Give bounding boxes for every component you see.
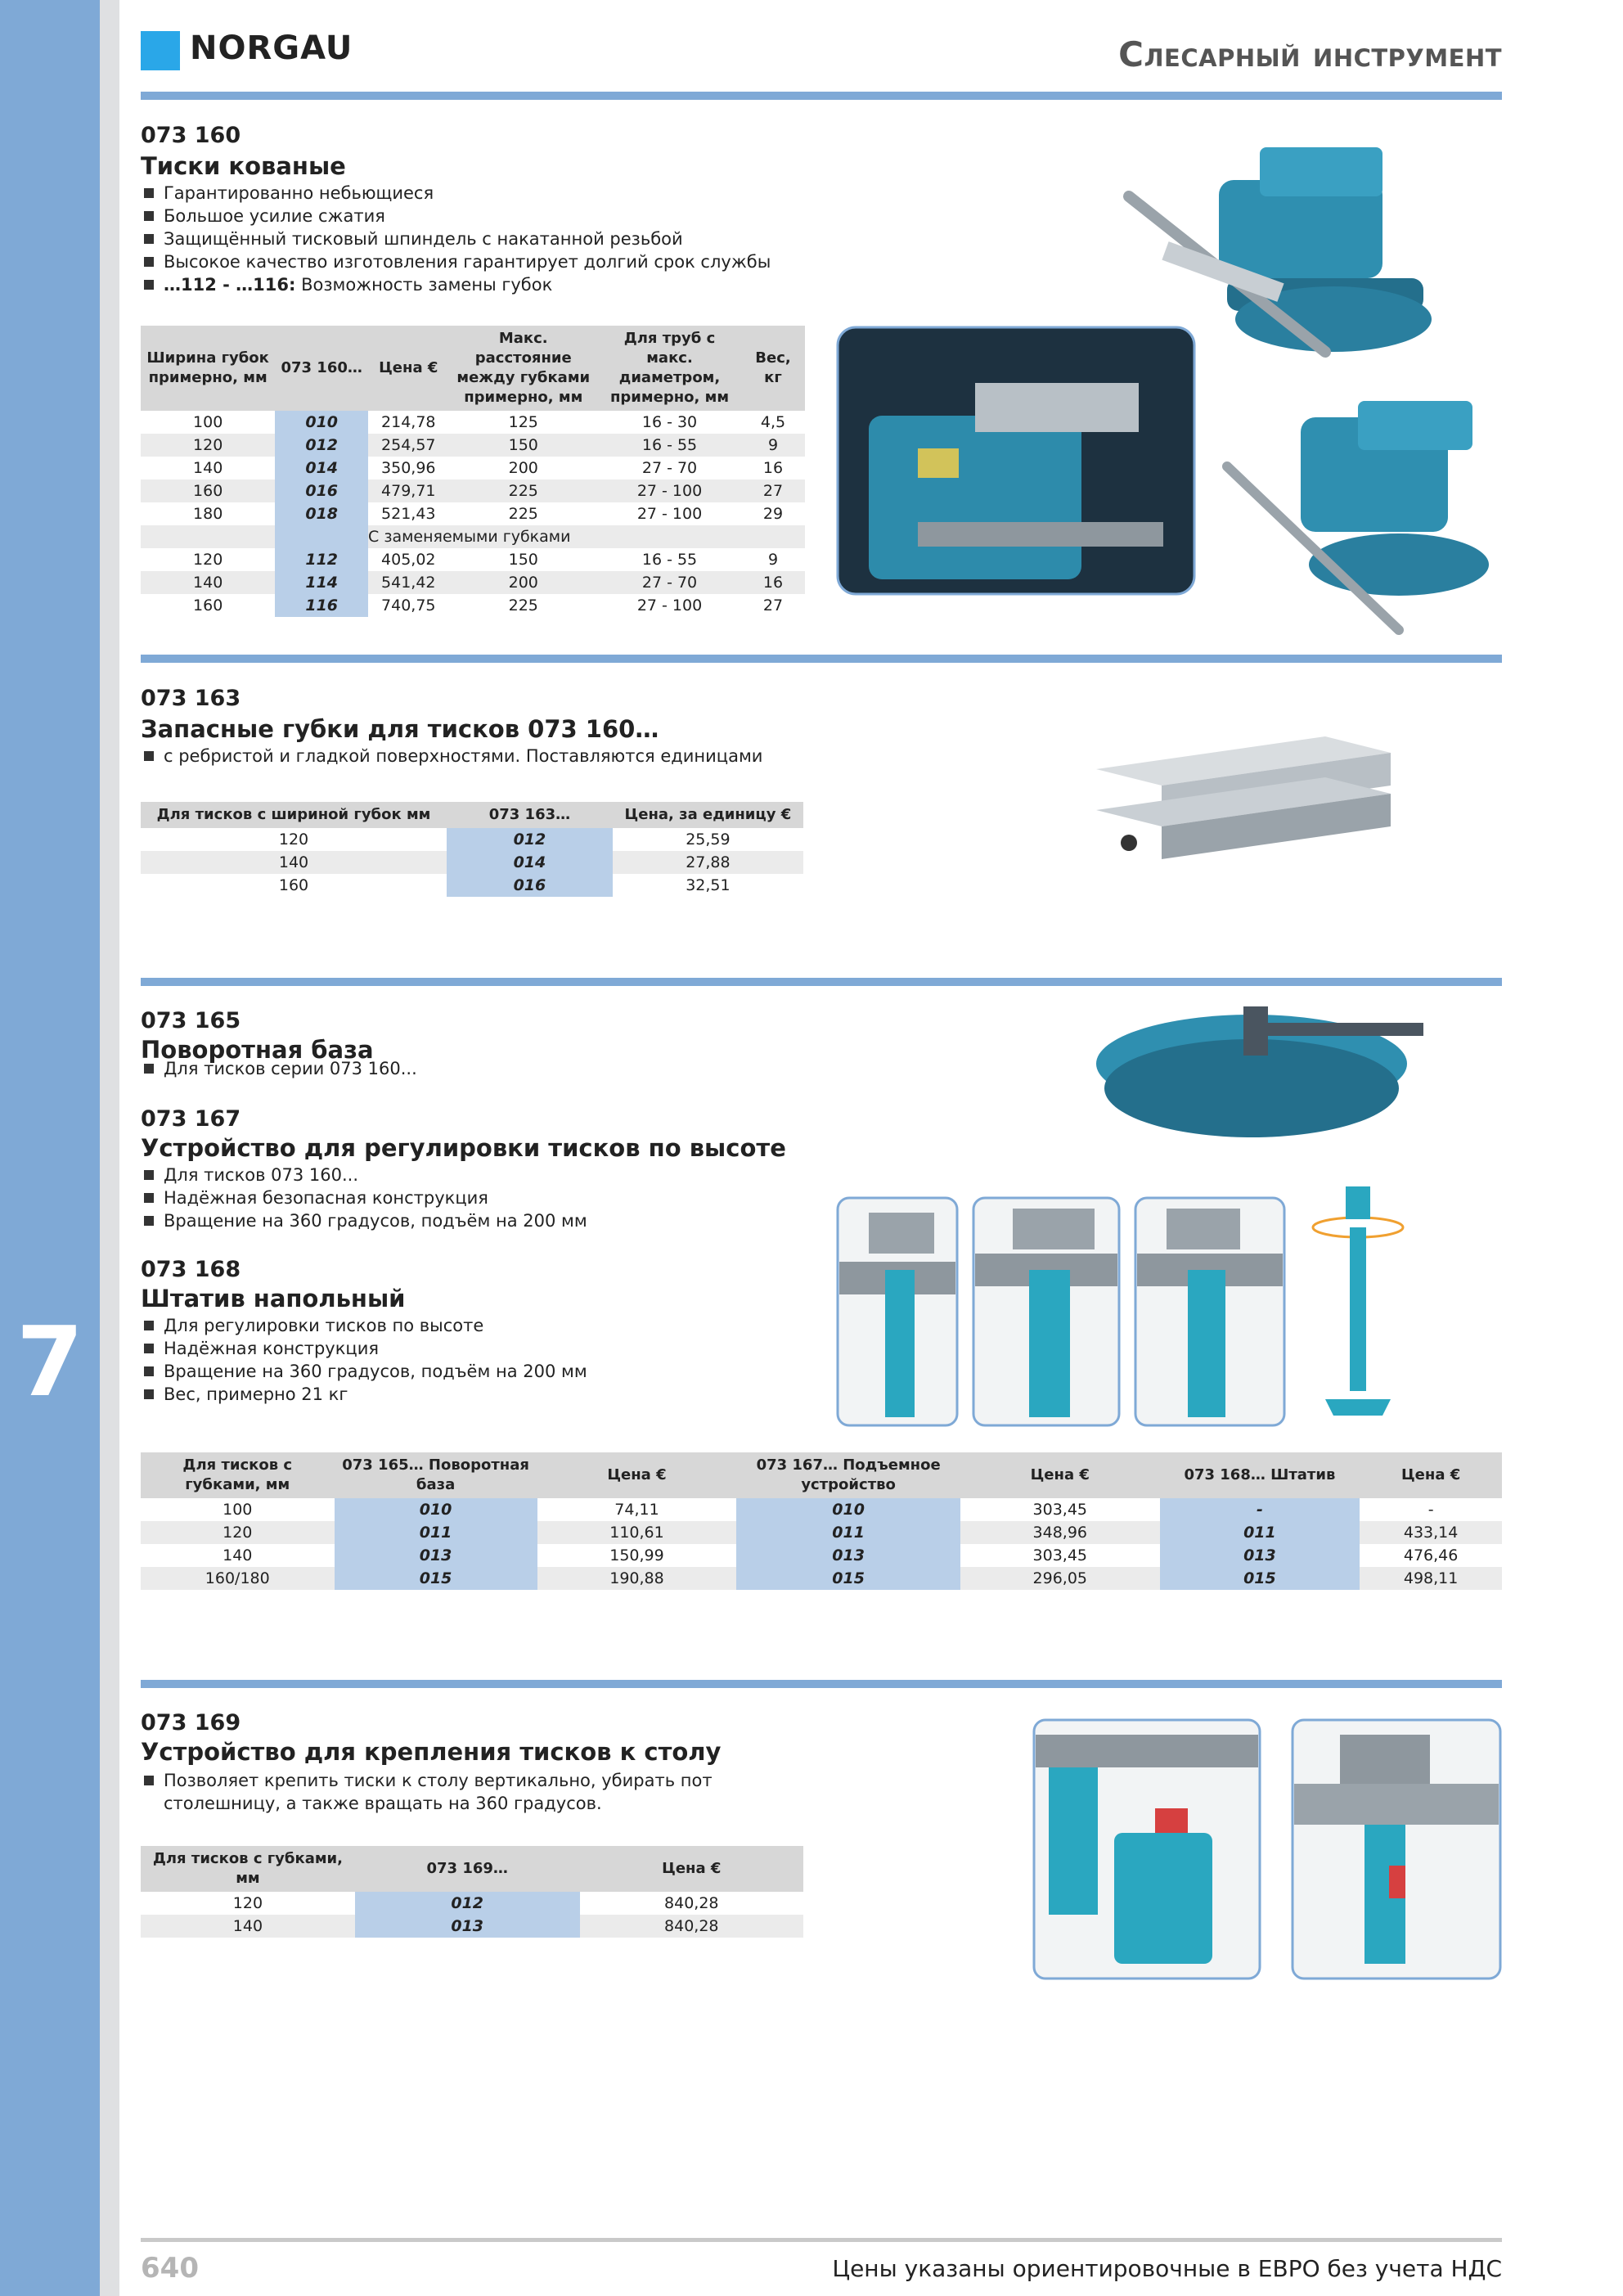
feature-list	[141, 182, 877, 296]
price-note: Цены указаны ориентировочные в ЕВРО без учета НДС	[832, 2255, 1502, 2282]
feature-list	[141, 1057, 877, 1080]
order-code: 015	[1160, 1567, 1360, 1590]
feature-bold: …112 - …116:	[164, 275, 296, 295]
table-row	[141, 1521, 1502, 1544]
cell: 160	[141, 479, 275, 502]
feature-item: Вращение на 360 градусов, подъём на 200 мм	[141, 1209, 877, 1232]
cell: 120	[193, 551, 223, 569]
cell: 29	[762, 505, 784, 523]
product-name: Запасные губки для тисков 073 160…	[141, 715, 659, 743]
table-row	[141, 434, 805, 457]
order-code: 116	[275, 594, 368, 617]
product-code: 073 169	[141, 1710, 241, 1736]
feature-item: Надёжная безопасная конструкция	[141, 1186, 877, 1209]
vise-table	[141, 326, 805, 617]
cell: 498,11	[1360, 1567, 1502, 1590]
page-number: 640	[141, 2252, 199, 2285]
cell: 27 - 100	[598, 479, 741, 502]
feature-item: Надёжная конструкция	[141, 1337, 877, 1360]
cell: 303,45	[1032, 1501, 1087, 1519]
cell: 27,88	[613, 851, 803, 874]
swivel-base-image	[1088, 998, 1432, 1162]
order-code: 010	[736, 1498, 960, 1521]
feature-item: Защищённый тисковый шпиндель с накатанной резьбой	[141, 227, 877, 250]
cell: 27 - 100	[636, 505, 703, 523]
table-row	[141, 548, 805, 571]
column-header: 073 160…	[275, 326, 368, 411]
cell: 180	[193, 505, 223, 523]
cell: 100	[223, 1501, 253, 1519]
cell: 27	[741, 479, 805, 502]
order-code: -	[1160, 1498, 1360, 1521]
column-header: Цена €	[368, 326, 448, 411]
table-clamp-table	[141, 1846, 803, 1938]
cell: 120	[232, 1894, 263, 1912]
cell: 16 - 55	[598, 434, 741, 457]
cell: 4,5	[760, 413, 786, 431]
cell: 140	[193, 459, 223, 477]
table-row	[141, 479, 805, 502]
cell: 110,61	[537, 1521, 737, 1544]
column-header: Цена €	[1360, 1452, 1502, 1498]
cell: 303,45	[1032, 1546, 1087, 1564]
feature-item: Большое усилие сжатия	[141, 205, 877, 227]
table-row	[141, 1498, 1502, 1521]
jaws-image	[1080, 720, 1423, 867]
cell: 120	[141, 1521, 335, 1544]
cell: 190,88	[537, 1567, 737, 1590]
column-header: Цена, за единицу €	[613, 802, 803, 828]
accessories-table	[141, 1452, 1502, 1590]
cell: 120	[141, 434, 275, 457]
order-code: 016	[447, 874, 613, 897]
product-code: 073 160	[141, 123, 241, 148]
cell	[275, 525, 368, 548]
footer-rule	[141, 2238, 1502, 2242]
product-name: Устройство для регулировки тисков по высоте	[141, 1134, 786, 1162]
order-code: 011	[335, 1521, 537, 1544]
brand-name: NORGAU	[190, 29, 353, 67]
column-header: Цена €	[580, 1846, 803, 1892]
cell: 479,71	[368, 479, 448, 502]
cell: 160	[193, 597, 223, 615]
feature-list	[141, 745, 877, 768]
table-row	[141, 1915, 803, 1938]
section-rule	[141, 655, 1502, 663]
section-rule	[141, 978, 1502, 986]
table-row	[141, 1544, 1502, 1567]
table-subheader: С заменяемыми губками	[368, 525, 805, 548]
cell: 16	[762, 459, 784, 477]
cell: 150	[448, 434, 598, 457]
cell: 16 - 55	[641, 551, 698, 569]
cell: 25,59	[686, 831, 731, 849]
column-header: 073 165… Поворотная база	[335, 1452, 537, 1498]
order-code: 012	[355, 1892, 580, 1915]
chapter-sidebar	[0, 0, 100, 2296]
table-subheader-row	[141, 525, 805, 548]
order-code: 013	[736, 1544, 960, 1567]
table-row	[141, 1567, 1502, 1590]
table-row	[141, 457, 805, 479]
section-rule	[141, 1680, 1502, 1688]
feature-item: Вес, примерно 21 кг	[141, 1383, 877, 1406]
order-code: 012	[275, 434, 368, 457]
order-code: 012	[447, 828, 613, 851]
jaws-table	[141, 802, 803, 897]
cell: 254,57	[368, 434, 448, 457]
column-header: 073 163…	[447, 802, 613, 828]
feature-item: Вращение на 360 градусов, подъём на 200 мм	[141, 1360, 877, 1383]
cell: 160	[278, 876, 309, 894]
cell: 350,96	[381, 459, 436, 477]
cell: 405,02	[381, 551, 436, 569]
cell: 140	[141, 851, 447, 874]
table-row	[141, 594, 805, 617]
cell: 16	[741, 571, 805, 594]
cell: 740,75	[381, 597, 436, 615]
column-header: Цена €	[960, 1452, 1160, 1498]
cell: 225	[508, 597, 538, 615]
order-code: 013	[1160, 1544, 1360, 1567]
header-rule	[141, 92, 1502, 100]
cell: 32,51	[686, 876, 731, 894]
cell: 140	[141, 1915, 355, 1938]
cell: -	[1427, 1501, 1434, 1519]
cell: 27 - 100	[636, 597, 703, 615]
order-code: 013	[335, 1544, 537, 1567]
feature-item: Для тисков 073 160...	[141, 1164, 877, 1186]
product-name: Тиски кованые	[141, 152, 346, 180]
product-name: Устройство для крепления тисков к столу	[141, 1738, 722, 1766]
cell: 27 - 70	[598, 571, 741, 594]
feature-item: с ребристой и гладкой поверхностями. Поставляются единицами	[141, 745, 877, 768]
feature-list	[141, 1314, 877, 1406]
column-header: 073 168… Штатив	[1160, 1452, 1360, 1498]
cell: 150	[508, 551, 538, 569]
order-code: 010	[335, 1498, 537, 1521]
order-code: 014	[275, 457, 368, 479]
cell: 200	[448, 571, 598, 594]
cell: 476,46	[1403, 1546, 1459, 1564]
column-header: Ширина губок примерно, мм	[141, 326, 275, 411]
cell: 348,96	[960, 1521, 1160, 1544]
order-code: 011	[1160, 1521, 1360, 1544]
product-code: 073 167	[141, 1106, 241, 1132]
table-row	[141, 874, 803, 897]
table-row	[141, 502, 805, 525]
cell: 150,99	[609, 1546, 664, 1564]
product-name: Штатив напольный	[141, 1285, 406, 1312]
cell: 27	[762, 597, 784, 615]
table-row	[141, 1892, 803, 1915]
cell: 433,14	[1360, 1521, 1502, 1544]
column-header: Цена €	[537, 1452, 737, 1498]
table-row	[141, 411, 805, 434]
vise-closeup-image	[836, 326, 1196, 596]
feature-item: Высокое качество изготовления гарантирует долгий срок службы	[141, 250, 877, 273]
cell: 200	[508, 459, 538, 477]
cell: 541,42	[368, 571, 448, 594]
order-code: 010	[275, 411, 368, 434]
column-header: 073 169…	[355, 1846, 580, 1892]
product-name: Поворотная база	[141, 1036, 374, 1064]
cell: 140	[223, 1546, 253, 1564]
cell: 840,28	[664, 1894, 719, 1912]
order-code: 018	[275, 502, 368, 525]
cell: 27 - 70	[641, 459, 698, 477]
vise-side-image	[1219, 393, 1497, 638]
order-code: 015	[736, 1567, 960, 1590]
feature-list	[141, 1769, 812, 1815]
height-adjuster-image-3	[1134, 1196, 1286, 1427]
order-code: 114	[275, 571, 368, 594]
feature-item: Для тисков серии 073 160...	[141, 1057, 877, 1080]
cell: 16 - 30	[641, 413, 698, 431]
order-code: 015	[335, 1567, 537, 1590]
feature-text: Возможность замены губок	[295, 275, 553, 295]
product-code: 073 168	[141, 1257, 241, 1282]
cell: 125	[508, 413, 538, 431]
chapter-number: 7	[16, 1305, 84, 1418]
column-header: Макс. расстояние между губками примерно, мм	[448, 326, 598, 411]
height-adjuster-image-1	[836, 1196, 959, 1427]
column-header: Для тисков с губками, мм	[141, 1452, 335, 1498]
cell: 100	[193, 413, 223, 431]
column-header: Для тисков с шириной губок мм	[141, 802, 447, 828]
table-clamp-image-2	[1291, 1718, 1502, 1980]
cell: 9	[741, 434, 805, 457]
cell: 296,05	[960, 1567, 1160, 1590]
cell: 225	[508, 505, 538, 523]
cell: 214,78	[381, 413, 436, 431]
cell: 74,11	[614, 1501, 659, 1519]
section-title: Слесарный инструмент	[1118, 34, 1502, 74]
product-code: 073 163	[141, 686, 241, 711]
floor-stand-image	[1309, 1178, 1415, 1424]
feature-item	[141, 273, 877, 296]
cell: 120	[278, 831, 309, 849]
feature-item: Для регулировки тисков по высоте	[141, 1314, 877, 1337]
cell: 140	[141, 571, 275, 594]
cell: 840,28	[580, 1915, 803, 1938]
cell: 9	[767, 551, 779, 569]
table-row	[141, 571, 805, 594]
feature-list	[141, 1164, 877, 1232]
column-header: 073 167… Подъемное устройство	[736, 1452, 960, 1498]
product-code: 073 165	[141, 1008, 241, 1033]
feature-item: Позволяет крепить тиски к столу вертикально, убирать пот столешницу, а также вращать на 360 градусов.	[141, 1769, 812, 1815]
table-row	[141, 828, 803, 851]
brand-logo-icon	[141, 31, 180, 70]
column-header: Для тисков с губками, мм	[141, 1846, 355, 1892]
cell: 521,43	[381, 505, 436, 523]
cell: 160/180	[141, 1567, 335, 1590]
height-adjuster-image-2	[972, 1196, 1121, 1427]
column-header: Вес, кг	[741, 326, 805, 411]
order-code: 112	[275, 548, 368, 571]
feature-item: Гарантированно небьющиеся	[141, 182, 877, 205]
order-code: 014	[447, 851, 613, 874]
sidebar-divider	[100, 0, 119, 2296]
column-header: Для труб с макс. диаметром, примерно, мм	[598, 326, 741, 411]
cell	[141, 525, 275, 548]
table-row	[141, 851, 803, 874]
table-clamp-image-1	[1032, 1718, 1261, 1980]
order-code: 011	[736, 1521, 960, 1544]
cell: 225	[448, 479, 598, 502]
order-code: 013	[355, 1915, 580, 1938]
order-code: 016	[275, 479, 368, 502]
